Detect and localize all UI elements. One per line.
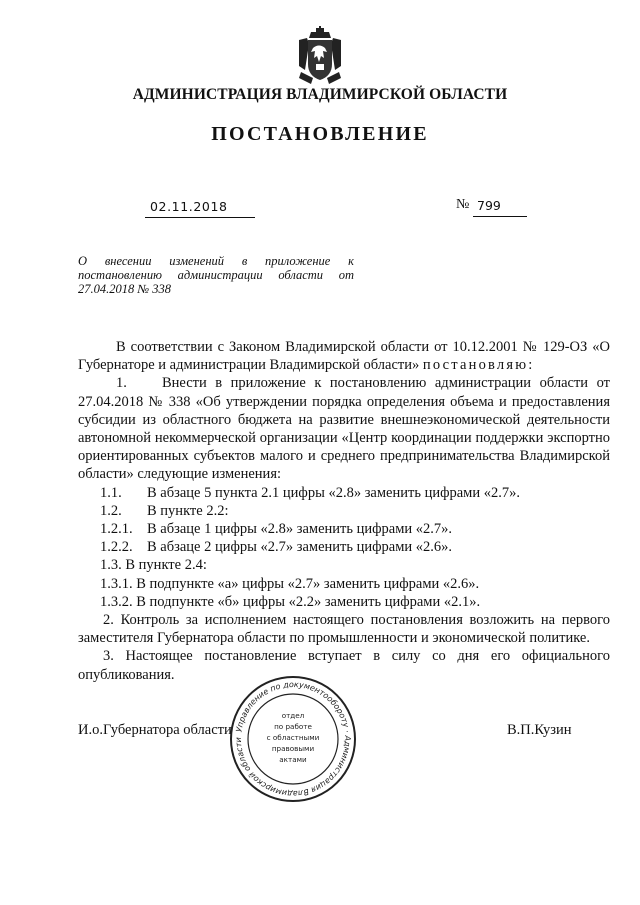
preamble-text: В соответствии с Законом Владимирской области от 10.12.2001 № 129-ОЗ «О Губернаторе и администрации Владимирской области»: [78, 339, 610, 374]
decree-word: постановляю:: [422, 357, 535, 374]
stamp-line: отдел: [281, 711, 305, 720]
official-stamp: [228, 674, 358, 804]
stamp-line: с областными: [266, 733, 320, 742]
document-date-value: 02.11.2018: [150, 199, 228, 214]
coat-of-arms-icon: [295, 26, 345, 86]
item-number: 1.2.: [100, 502, 122, 519]
document-number-value: 799: [477, 198, 501, 213]
item-number: 1.: [116, 375, 127, 392]
subitem-1-1: [78, 484, 610, 502]
item-text: В пункте 2.2:: [147, 502, 229, 519]
subitem-1-2-1: [78, 520, 610, 538]
document-type-title: ПОСТАНОВЛЕНИЕ: [211, 123, 429, 145]
item-number: 1.2.2.: [100, 539, 133, 556]
subitem-1-3-2: 1.3.2. В подпункте «б» цифры «2.2» заменить цифрами «2.1».: [100, 593, 481, 610]
number-field: [473, 196, 527, 217]
item-text: В абзаце 1 цифры «2.8» заменить цифрами «2.7».: [147, 521, 453, 538]
organization-title: АДМИНИСТРАЦИЯ ВЛАДИМИРСКОЙ ОБЛАСТИ: [132, 86, 508, 103]
subitem-1-3: 1.3. В пункте 2.4:: [100, 557, 207, 574]
item-number: 1.1.: [100, 484, 122, 501]
subitem-1-2-2: [78, 538, 610, 556]
item-2-paragraph: 2. Контроль за исполнением настоящего постановления возложить на первого заместителя Губернатора области по промышленности и экономической политике.: [78, 612, 610, 647]
item-1-paragraph: [78, 374, 610, 483]
item-text: В абзаце 2 цифры «2.7» заменить цифрами «2.6».: [147, 539, 453, 556]
stamp-line: правовыми: [271, 744, 315, 753]
stamp-line: по работе: [274, 722, 312, 731]
document-date: [145, 197, 255, 218]
signatory-position: И.о.Губернатора области: [78, 722, 232, 738]
item-3-paragraph: 3. Настоящее постановление вступает в силу со дня его официального опубликования.: [78, 648, 610, 683]
item-text: В абзаце 5 пункта 2.1 цифры «2.8» заменить цифрами «2.7».: [147, 484, 520, 501]
preamble-paragraph: [78, 338, 610, 374]
subject-line: постановлению администрации области от: [78, 268, 354, 282]
document-subject: [78, 254, 354, 296]
subject-line: О внесении изменений в приложение к: [78, 254, 354, 268]
subitem-1-2: [78, 502, 610, 520]
number-sign: №: [456, 197, 470, 212]
document-body: [78, 338, 610, 684]
stamp-ring-text: Управление по документообороту · Администрация Владимирской области: [233, 679, 353, 799]
signatory-name: В.П.Кузин: [507, 722, 572, 738]
stamp-line: актами: [279, 755, 307, 764]
item-text: Внести в приложение к постановлению администрации области от 27.04.2018 № 338 «Об утверждении порядка определения объема и предоставления субсидии из областного бюджета на развитие внешнеэкономической деятельности автономной некоммерческой организации «Центр координации поддержки экспортно ориентированных субъектов малого и среднего предпринимательства Владимирской области» следующие изменения:: [78, 375, 610, 483]
subitem-1-3-1: 1.3.1. В подпункте «а» цифры «2.7» заменить цифрами «2.6».: [100, 575, 480, 592]
subject-line: 27.04.2018 № 338: [78, 282, 172, 296]
item-number: 1.2.1.: [100, 521, 133, 538]
